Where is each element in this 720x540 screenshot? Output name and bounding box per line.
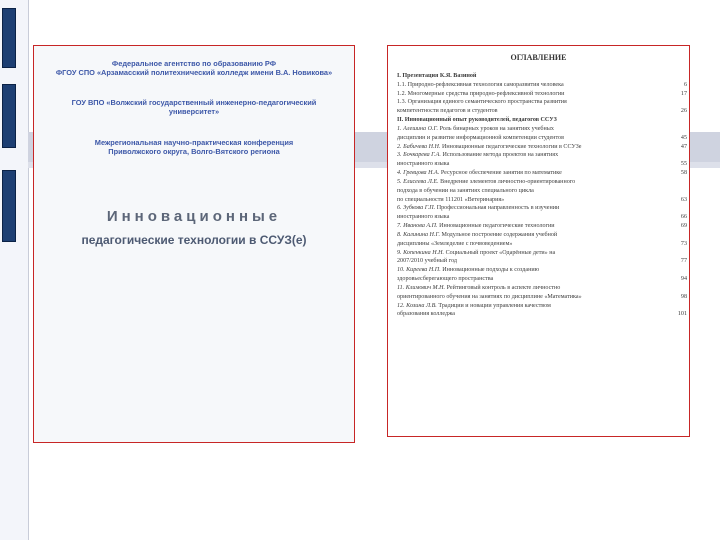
toc-entry-page: 101 [677,311,687,318]
toc-entry-author: 5. Елисеева Л.Е. [397,178,439,185]
toc-entry-page: 63 [680,196,687,203]
toc-entry [397,125,687,134]
toc-entry-page: 73 [680,240,687,247]
toc-entry-text [397,107,665,116]
toc-entry-text [397,134,665,143]
toc-entry-page: 47 [680,143,687,150]
toc-entry [397,196,687,205]
cover-title-line-1: Инновационные [106,208,282,225]
toc-entry-text [397,116,665,125]
toc-entry-text [397,213,665,222]
toc-entry [397,143,687,152]
toc-entry-title: дисциплины «Земледелие с почвоведением» [397,240,513,247]
slide-side-strip [0,0,29,540]
toc-entry-title: 1.1. Природно-рефлексивная технология саморазвития человека [397,81,564,88]
toc-entry-title: подхода в обучении на занятиях специального цикла [397,187,534,194]
cover-org-line: ФГОУ СПО «Арзамасский политехнический колледж имени В.А. Новикова» [55,68,333,78]
toc-entry-text [397,90,665,99]
toc-entry [397,310,687,319]
cover-university-line: ГОУ ВПО «Волжский государственный инженерно-педагогический [71,98,317,107]
toc-entry-text [397,160,665,169]
toc-entry-title: по специальности 111201 «Ветеринария» [397,196,505,203]
cover-university-block [34,98,354,117]
toc-entry-text [397,143,665,152]
toc-entry-title: Социальный проект «Одарённые дети» на [445,249,556,256]
toc-entry-author: 7. Иванова А.П. [397,223,438,230]
toc-entry-title: Традиции и новации управления качеством [438,302,551,309]
toc-entry-text [397,293,665,302]
toc-entry [397,107,687,116]
toc-entry-page: 26 [680,108,687,115]
toc-entry [397,169,687,178]
toc-entry-page: 55 [680,161,687,168]
toc-entry-author: 11. Климович М.Н. [397,284,446,291]
toc-entry [397,81,687,90]
toc-entry-page: 69 [680,223,687,230]
toc-entry-author: 8. Калинина Н.Г. [397,231,441,238]
toc-entry [397,222,687,231]
toc-entry-text [397,284,665,293]
toc-entry-author: 12. Козина Л.В. [397,302,437,309]
toc-entry-page: 77 [680,258,687,265]
toc-entry-page: 58 [680,170,687,177]
toc-entry-text [397,98,665,107]
toc-entry [397,231,687,240]
toc-section-heading [397,72,687,81]
toc-entry-title: Использование метода проектов на занятиях [442,152,559,159]
toc-entry-text [397,187,665,196]
toc-entry-text [397,266,665,275]
toc-entry-title: I. Презентация К.Я. Вазиной [397,73,477,79]
cover-org-block [34,59,354,78]
table-of-contents-image [387,45,690,437]
toc-entry [397,98,687,107]
toc-entry [397,204,687,213]
toc-entry-text [397,257,665,266]
toc-entry-title: иностранного языка [397,161,450,168]
toc-entry-text [397,81,665,90]
toc-entry-page: 98 [680,293,687,300]
toc-entry-title: Внедрение элементов личностно-ориентированного [440,178,576,185]
toc-entry-page: 66 [680,214,687,221]
toc-entry [397,240,687,249]
toc-entry-title: II. Инновационный опыт руководителей, педагогов ССУЗ [397,117,557,124]
toc-entry-text [397,222,665,231]
side-tab-3 [2,170,16,242]
toc-entry-text [397,231,665,240]
side-tab-2 [2,84,16,148]
toc-entry [397,178,687,187]
toc-entry [397,160,687,169]
toc-entry-title: ориентированного обучения на занятиях по дисциплине «Математика» [397,293,582,300]
toc-entry-text [397,125,665,134]
toc-section-heading [397,116,687,125]
cover-conference-line: Приволжского округа, Волго-Вятского региона [108,147,280,157]
cover-conference-block [34,138,354,157]
toc-entry-page: 17 [680,90,687,97]
toc-entry-title: иностранного языка [397,214,450,221]
toc-entry-text [397,275,665,284]
toc-entry-author: 4. Гревцова Н.А. [397,170,440,177]
cover-conference-line: Межрегиональная научно-практическая конференция [94,138,294,147]
toc-entry [397,293,687,302]
toc-entry-title: Рейтинговый контроль в аспекте личностно [446,284,561,291]
toc-entry-title: Инновационные педагогические технологии в ССУЗе [442,143,582,150]
toc-entry [397,266,687,275]
toc-entry-page: 94 [680,276,687,283]
toc-entry [397,302,687,311]
toc-entry-title: 2007/2010 учебный год [397,258,457,265]
toc-entry-title: Модульное построение содержания учебной [441,231,558,238]
toc-entry-title: дисциплин и развитие информационной компетенции студентов [397,134,564,141]
cover-org-line: Федеральное агентство по образованию РФ [111,59,277,68]
toc-entry-page: 45 [680,134,687,141]
toc-entry-title: Инновационные педагогические технологии [439,223,555,230]
toc-entry-title: Инновационные подходы к созданию [442,267,540,274]
toc-entry-text [397,169,665,178]
cover-title-line-2: педагогические технологии в ССУЗ(е) [81,233,307,247]
toc-entry-title: Ресурсное обеспечение занятия по математике [440,170,562,177]
toc-entry-title: 1.2. Многомерные средства природно-рефлексивной технологии [397,90,565,97]
toc-entry-page: 6 [683,81,687,88]
toc-entry-text [397,249,665,258]
side-tab-1 [2,8,16,68]
toc-entry-text [397,240,665,249]
toc-entry-title: здоровьесберегающего пространства [397,276,494,283]
toc-entry [397,213,687,222]
toc-entry-author: 3. Бочкарева Г.А. [397,152,441,159]
toc-entry-title: компетентности педагогов и студентов [397,108,498,115]
cover-university-line: университет» [168,107,220,117]
toc-entry-text [397,72,665,81]
toc-entry-text [397,204,665,213]
toc-entry-text [397,310,665,319]
toc-entry-author: 6. Зубкова Г.П. [397,205,436,212]
toc-entry [397,134,687,143]
toc-heading: ОГЛАВЛЕНИЕ [510,53,567,62]
toc-entry-text [397,302,665,311]
toc-entry-title: 1.3. Организация единого семантического пространства развития [397,99,567,106]
toc-entry-title: образования колледжа [397,311,456,318]
toc-entry-title: Роль бинарных уроков на занятиях учебных [439,125,554,132]
toc-entry-author: 2. Бабичева Н.Н. [397,143,441,150]
toc-entry-author: 10. Киреева Н.П. [397,267,441,274]
toc-entry-text [397,196,665,205]
toc-entry [397,257,687,266]
toc-list [397,72,687,319]
toc-entry [397,275,687,284]
toc-entry-title: Профессиональная направленность в изучении [436,205,560,212]
toc-entry [397,151,687,160]
toc-entry-author: 9. Копенкина Н.Н. [397,249,445,256]
toc-entry-text [397,178,665,187]
book-cover-image [33,45,355,443]
toc-entry [397,249,687,258]
toc-entry [397,187,687,196]
toc-entry-text [397,151,665,160]
toc-entry-author: 1. Алешина О.Г. [397,125,439,132]
toc-entry [397,284,687,293]
toc-entry [397,90,687,99]
